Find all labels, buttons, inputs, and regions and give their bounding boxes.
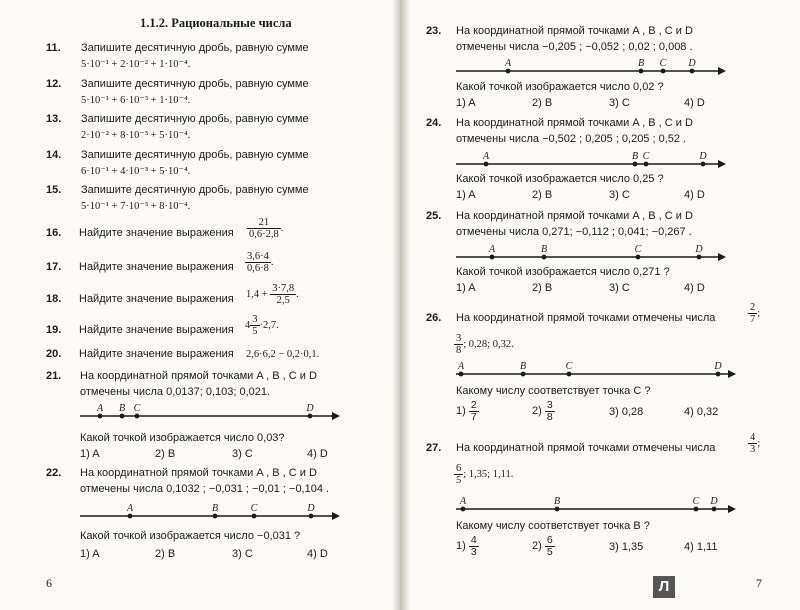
number-line-point-label: A [126,503,134,514]
number-line-point [484,162,489,167]
problem-23-line2: отмечены числа −0,205 ; −0,052 ; 0,02 ; 0,008 . [456,41,693,53]
problem-27-line1: На координатной прямой точками отмечены числа [456,442,716,454]
problem-20-text: Найдите значение выражения [79,348,234,360]
number-line-point-label: B [637,58,645,69]
problem-23-number: 23. [426,25,442,37]
problem-24-number-line [456,148,726,172]
problem-27-lead-fraction: $\frac{4}{3}$ ; [750,432,761,455]
publisher-logo: Л [653,576,675,598]
number-line-arrow [718,67,726,75]
number-line-point [712,507,717,512]
problem-15-text: Запишите десятичную дробь, равную сумме [81,184,309,196]
problem-27-values: $\frac{6}{5}$ ; 1,35; 1,11. [456,463,514,486]
problem-22-option-1: 1) A [80,548,100,560]
problem-24-option-3: 3) C [609,189,630,201]
problem-26-line1: На координатной прямой точками отмечены числа [456,312,716,324]
book-gutter [392,0,410,610]
number-line-point-label: D [714,361,722,372]
number-line-point [639,69,644,74]
problem-18-number: 18. [46,293,62,305]
problem-27-option-1: 1) $\frac{4}{3}$ [456,534,477,558]
number-line-point [135,414,140,419]
problem-27-question: Какому числу соответствует точка B ? [456,520,650,532]
number-line-point [459,372,464,377]
problem-22-option-2: 2) B [155,548,176,560]
problem-21-number-line [80,400,340,424]
problem-22-number: 22. [46,467,62,479]
problem-18-text: Найдите значение выражения [79,293,234,305]
problem-13-expression: 2·10⁻² + 8·10⁻³ + 5·10⁻⁴. [81,130,191,141]
problem-27-number-line [456,493,736,517]
left-page-number: 6 [46,576,52,590]
problem-19-number: 19. [46,324,62,336]
problem-16-text: Найдите значение выражения [79,227,234,239]
problem-23-option-4: 4) D [684,97,705,109]
number-line-point-label: C [133,403,141,414]
problem-21-option-4: 4) D [307,448,328,460]
problem-27-option-3: 3) 1,35 [609,541,644,553]
problem-23-question: Какой точкой изображается число 0,02 ? [456,81,664,93]
problem-12-expression: 5·10⁻¹ + 6·10⁻³ + 1·10⁻⁴. [81,95,191,106]
number-line-point-label: B [553,496,561,507]
number-line-point-label: B [631,151,639,162]
number-line-point [252,514,257,519]
right-page-number: 7 [756,576,762,590]
problem-17-expression: $\frac{3,6\cdot 4}{0,6\cdot 8}$ . [247,251,274,274]
problem-25-question: Какой точкой изображается число 0,271 ? [456,266,670,278]
number-line-point-label: D [710,496,718,507]
number-line-point-label: B [540,244,548,255]
number-line-point [98,414,103,419]
number-line-point-label: C [250,503,258,514]
problem-17-text: Найдите значение выражения [79,261,234,273]
number-line-point [308,414,313,419]
problem-20-expression: 2,6·6,2 − 0,2·0,1. [246,349,320,360]
number-line-point [636,255,641,260]
problem-11-number: 11. [46,42,61,54]
problem-26-option-3: 3) 0,28 [609,406,644,418]
problem-11-text: Запишите десятичную дробь, равную сумме [81,42,309,54]
problem-24-line1: На координатной прямой точками A , B , C и D [456,117,693,129]
number-line-point [661,69,666,74]
problem-23-line1: На координатной прямой точками A , B , C и D [456,25,693,37]
number-line-point [213,514,218,519]
number-line-point [555,507,560,512]
problem-24-option-1: 1) A [456,189,476,201]
number-line-point-label: B [519,361,527,372]
problem-25-option-1: 1) A [456,282,476,294]
number-line-point [309,514,314,519]
problem-26-option-4: 4) 0,32 [684,406,719,418]
problem-24-number: 24. [426,117,442,129]
problem-27-option-2: 2) $\frac{6}{5}$ [532,534,553,558]
problem-24-question: Какой точкой изображается число 0,25 ? [456,173,664,185]
number-line-point-label: A [488,244,496,255]
problem-26-option-1: 1) $\frac{2}{7}$ [456,399,477,423]
problem-26-number-line [456,358,736,382]
number-line-point-label: C [659,58,667,69]
number-line-arrow [728,505,736,513]
problem-25-number-line [456,241,726,265]
number-line-point-label: A [459,496,467,507]
number-line-point [694,507,699,512]
number-line-point-label: D [699,151,707,162]
problem-23-option-2: 2) B [532,97,553,109]
number-line-point-label: D [695,244,703,255]
number-line-point [461,507,466,512]
number-line-arrow [332,412,340,420]
problem-26-number: 26. [426,312,442,324]
number-line-point-label: D [306,403,314,414]
problem-21-number: 21. [46,370,62,382]
problem-20-number: 20. [46,348,62,360]
problem-25-number: 25. [426,210,442,222]
number-line-arrow [718,160,726,168]
number-line-point [490,255,495,260]
problem-19-expression: 4 $\frac{3}{5}$ ·2,7. [245,314,279,337]
number-line-point-label: D [688,58,696,69]
number-line-point-label: A [504,58,512,69]
number-line-point [567,372,572,377]
problem-14-expression: 6·10⁻¹ + 4·10⁻³ + 5·10⁻⁴. [81,166,191,177]
problem-15-expression: 5·10⁻¹ + 7·10⁻³ + 8·10⁻⁴. [81,201,191,212]
number-line-point-label: D [307,503,315,514]
number-line-arrow [332,512,340,520]
problem-25-option-3: 3) C [609,282,630,294]
problem-12-text: Запишите десятичную дробь, равную сумме [81,78,309,90]
number-line-point-label: A [457,361,465,372]
problem-11-expression: 5·10⁻¹ + 2·10⁻² + 1·10⁻⁴. [81,59,191,70]
problem-15-number: 15. [46,184,62,196]
problem-25-line2: отмечены числа 0,271; −0,112 ; 0,041; −0,267 . [456,226,692,238]
section-title: 1.1.2. Рациональные числа [140,16,292,30]
number-line-point [716,372,721,377]
number-line-point [690,69,695,74]
number-line-point-label: B [211,503,219,514]
problem-27-option-4: 4) 1,11 [684,541,718,553]
number-line-point [644,162,649,167]
problem-25-line1: На координатной прямой точками A , B , C и D [456,210,693,222]
number-line-point-label: C [634,244,642,255]
number-line-arrow [718,253,726,261]
problem-26-question: Какому числу соответствует точка C ? [456,385,651,397]
number-line-point [633,162,638,167]
problem-23-option-3: 3) C [609,97,630,109]
problem-19-text: Найдите значение выражения [79,324,234,336]
number-line-point [542,255,547,260]
problem-26-lead-fraction: $\frac{2}{7}$ ; [750,302,761,325]
problem-13-number: 13. [46,113,62,125]
problem-24-line2: отмечены числа −0,502 ; 0,205 ; 0,205 ; 0,52 . [456,133,687,145]
problem-22-option-4: 4) D [307,548,328,560]
problem-27-number: 27. [426,442,442,454]
problem-16-number: 16. [46,227,62,239]
problem-18-expression: 1,4 + $\frac{3\cdot 7,8}{2,5}$ . [246,283,299,306]
problem-21-option-1: 1) A [80,448,100,460]
problem-25-option-2: 2) B [532,282,553,294]
problem-22-number-line [80,500,340,524]
problem-23-number-line [456,55,726,79]
number-line-point [120,414,125,419]
number-line-point-label: A [96,403,104,414]
number-line-point-label: C [565,361,573,372]
problem-21-line1: На координатной прямой точками A , B , C и D [80,370,317,382]
number-line-point [697,255,702,260]
problem-26-values: $\frac{3}{8}$ ; 0,28; 0,32. [456,333,514,356]
problem-14-number: 14. [46,149,62,161]
problem-21-option-3: 3) C [232,448,253,460]
problem-25-option-4: 4) D [684,282,705,294]
number-line-point [521,372,526,377]
problem-23-option-1: 1) A [456,97,476,109]
problem-21-option-2: 2) B [155,448,176,460]
problem-21-question: Какой точкой изображается число 0,03? [80,432,285,444]
problem-26-option-2: 2) $\frac{3}{8}$ [532,399,553,423]
problem-22-line1: На координатной прямой точками A , B , C и D [80,467,317,479]
number-line-point-label: A [482,151,490,162]
number-line-point-label: B [118,403,126,414]
number-line-point-label: C [642,151,650,162]
problem-22-question: Какой точкой изображается число −0,031 ? [80,530,301,542]
number-line-point [506,69,511,74]
problem-24-option-4: 4) D [684,189,705,201]
number-line-point-label: C [692,496,700,507]
number-line-point [128,514,133,519]
number-line-point [701,162,706,167]
problem-16-expression: $\frac{21}{0,6\cdot 2,8}$ . [249,217,284,240]
problem-22-option-3: 3) C [232,548,253,560]
problem-22-line2: отмечены числа 0,1032 ; −0,031 ; −0,01 ; −0,104 . [80,483,330,495]
problem-12-number: 12. [46,78,62,90]
problem-24-option-2: 2) B [532,189,553,201]
problem-21-line2: отмечены числа 0,0137; 0,103; 0,021. [80,386,271,398]
problem-13-text: Запишите десятичную дробь, равную сумме [81,113,309,125]
number-line-arrow [728,370,736,378]
problem-14-text: Запишите десятичную дробь, равную сумме [81,149,309,161]
problem-17-number: 17. [46,261,62,273]
